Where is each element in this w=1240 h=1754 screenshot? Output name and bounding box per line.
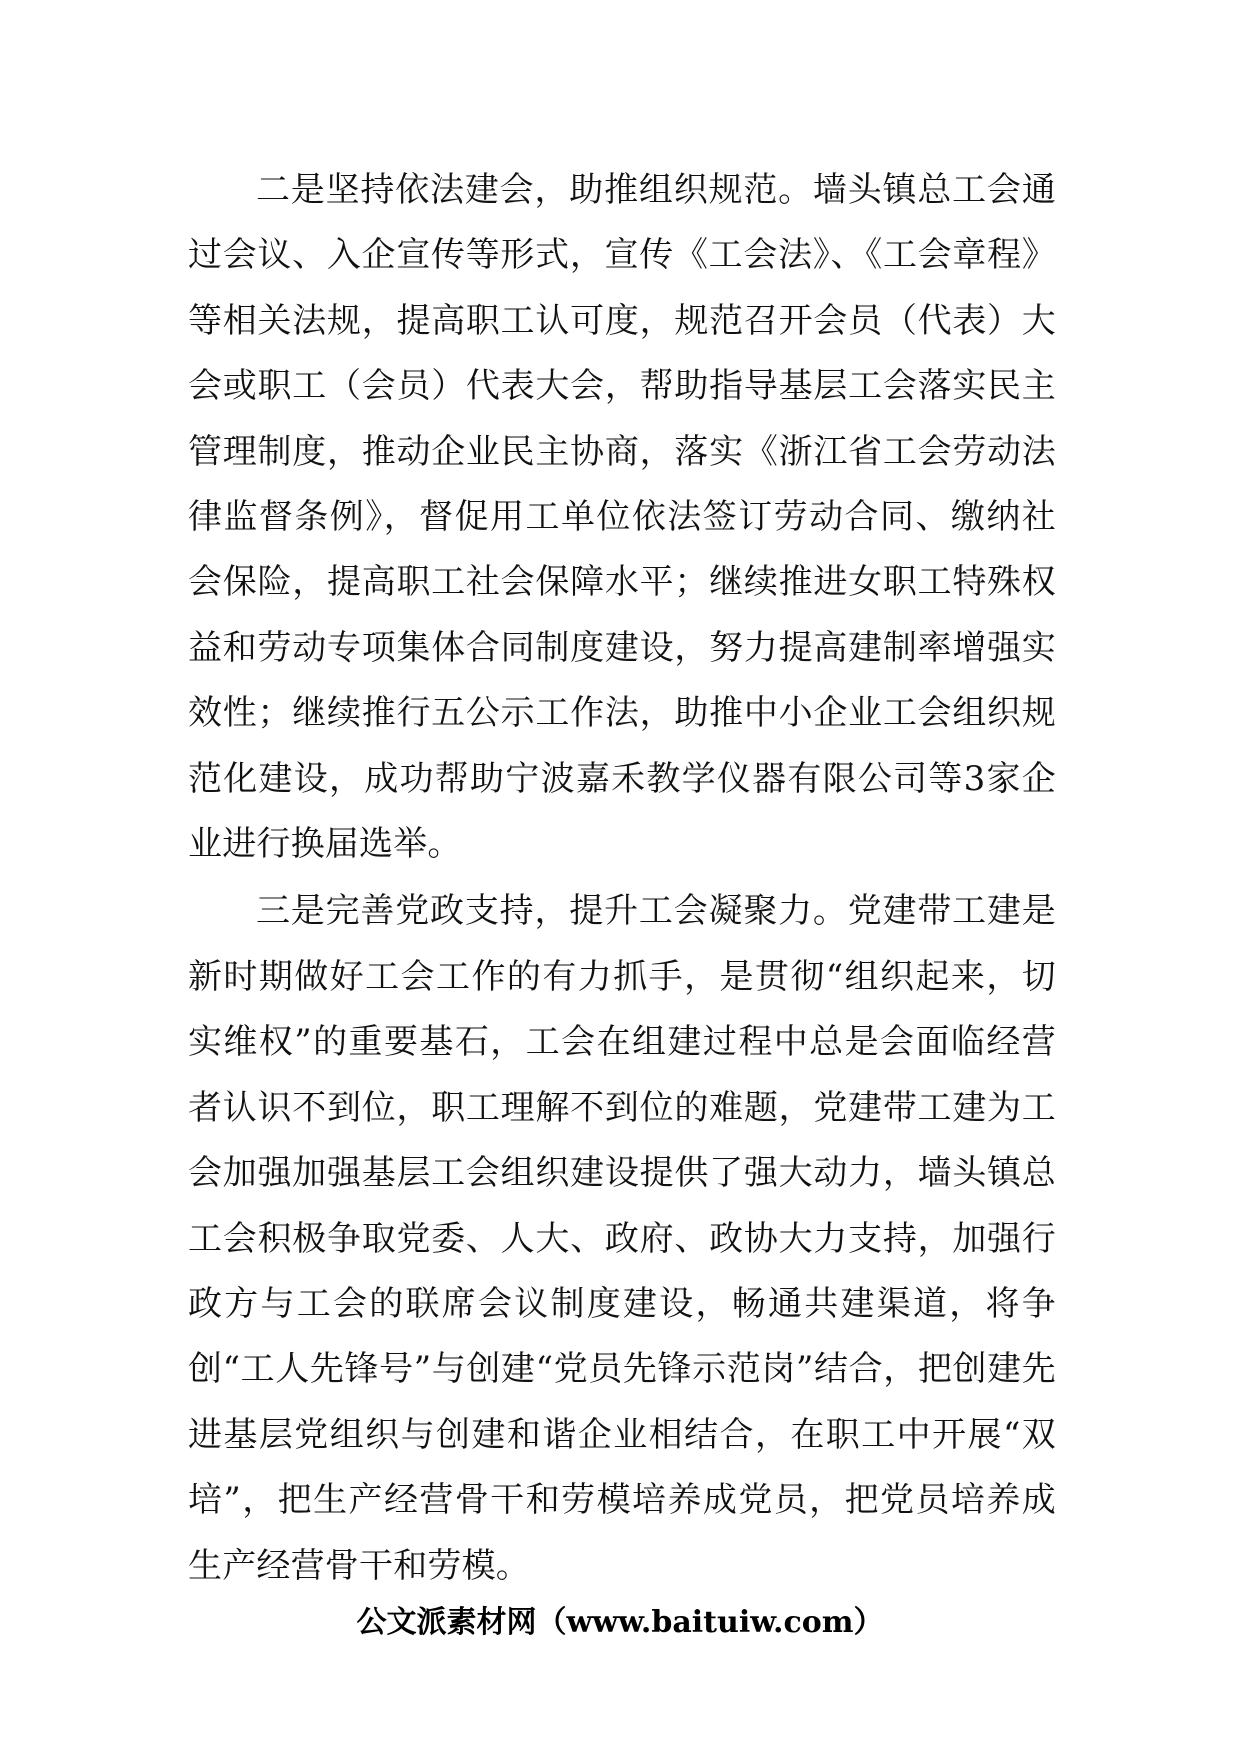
paragraph-party-government-support: 三是完善党政支持，提升工会凝聚力。党建带工建是新时期做好工会工作的有力抓手，是贯彻“组织起来，切实维权”的重要基石，工会在组建过程中总是会面临经营者认识不到位，职工理解不到位的难题，党建带工建为工会加强加强基层工会组织建设提供了强大动力，墙头镇总工会积极争取党委、人大、政府、政协大力支持，加强行政方与工会的联席会议制度建设，畅通共建渠道，将争创“工人先锋号”与创建“党员先锋示范岗”结合，把创建先进基层党组织与创建和谐企业相结合，在职工中开展“双培”，把生产经营骨干和劳模培养成党员，把党员培养成生产经营骨干和劳模。: [188, 891, 1056, 1586]
footer-source-watermark: 公文派素材网（www.baituiw.com）: [356, 1605, 884, 1640]
document-body: [188, 158, 1056, 1601]
paragraph-legal-union-building: 二是坚持依法建会，助推组织规范。墙头镇总工会通过会议、入企宣传等形式，宣传《工会法》、《工会章程》等相关法规，提高职工认可度，规范召开会员（代表）大会或职工（会员）代表大会，帮助指导基层工会落实民主管理制度，推动企业民主协商，落实《浙江省工会劳动法律监督条例》，督促用工单位依法签订劳动合同、缴纳社会保险，提高职工社会保障水平；继续推进女职工特殊权益和劳动专项集体合同制度建设，努力提高建制率增强实效性；继续推行五公示工作法，助推中小企业工会组织规范化建设，成功帮助宁波嘉禾教学仪器有限公司等3家企业进行换届选举。: [188, 170, 1056, 865]
